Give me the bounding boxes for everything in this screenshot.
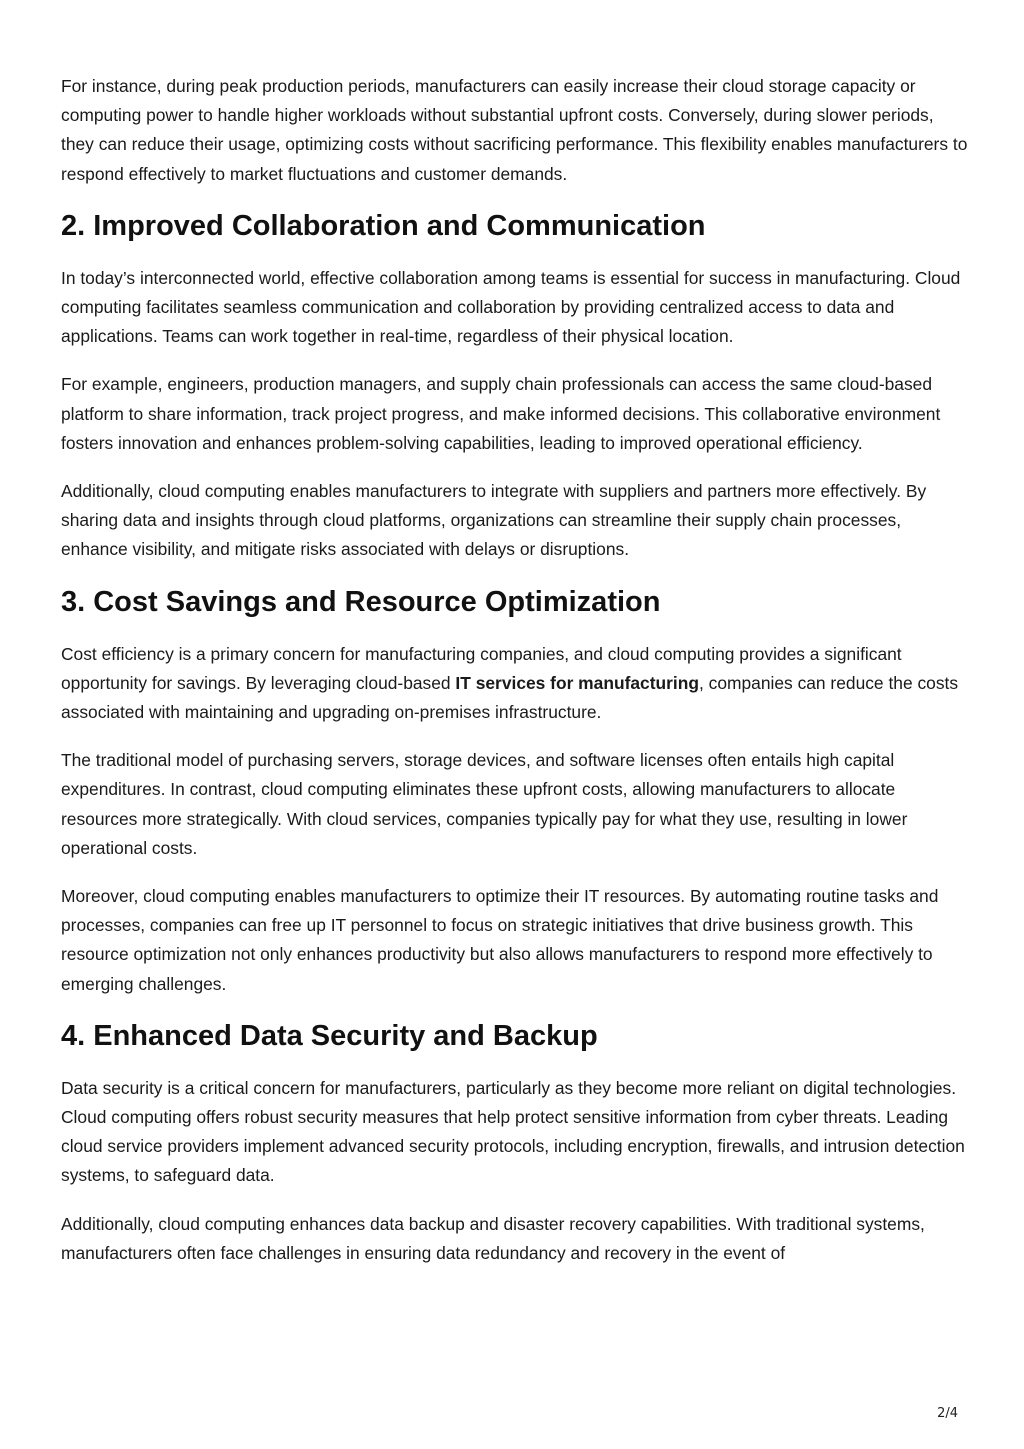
paragraph-collaboration-2: For example, engineers, production managers, and supply chain professionals can access the same cloud-based platform to share information, track project progress, and make informed decisions. This collaborative environment fosters innovation and enhances problem-solving capabilities, leading to improved operational efficiency. bbox=[61, 374, 941, 453]
paragraph-collaboration-1: In today’s interconnected world, effective collaboration among teams is essential for success in manufacturing. Cloud computing facilitates seamless communication and collaboration by providing centralized access to data and applications. Teams can work together in real-time, regardless of their physical location. bbox=[61, 267, 961, 347]
paragraph-security-2: Additionally, cloud computing enhances data backup and disaster recovery capabilities. With traditional systems, manufacturers often face challenges in ensuring data redundancy and recovery in the event of bbox=[61, 1213, 925, 1263]
page-number: 2/4 bbox=[937, 1406, 958, 1421]
paragraph-intro: For instance, during peak production periods, manufacturers can easily increase their cloud storage capacity or computing power to handle higher workloads without substantial upfront costs. Conversely, during slower periods, they can reduce their usage, optimizing costs without sacrificing performance. This flexibility enables manufacturers to respond effectively to market fluctuations and customer demands. bbox=[61, 76, 968, 184]
heading-collaboration: 2. Improved Collaboration and Communication bbox=[61, 209, 706, 242]
paragraph-collaboration-3: Additionally, cloud computing enables manufacturers to integrate with suppliers and partners more effectively. By sharing data and insights through cloud platforms, organizations can streamline their supply chain processes, enhance visibility, and mitigate risks associated with delays or disruptions. bbox=[61, 481, 927, 560]
heading-data-security: 4. Enhanced Data Security and Backup bbox=[61, 1019, 598, 1052]
paragraph-cost-1 bbox=[61, 640, 971, 728]
paragraph-cost-3: Moreover, cloud computing enables manufacturers to optimize their IT resources. By automating routine tasks and processes, companies can free up IT personnel to focus on strategic initiatives that drive business growth. This resource optimization not only enhances productivity but also allows manufacturers to respond more effectively to emerging challenges. bbox=[61, 886, 939, 994]
paragraph-cost-1-text-after: , companies can reduce the costs associated with maintaining and upgrading on-premises infrastructure. bbox=[61, 672, 959, 723]
paragraph-cost-2: The traditional model of purchasing servers, storage devices, and software licenses often entails high capital expenditures. In contrast, cloud computing eliminates these upfront costs, allowing manufacturers to allocate resources more strategically. With cloud services, companies typically pay for what they use, resulting in lower operational costs. bbox=[61, 750, 908, 858]
paragraph-cost-1-text-before: Cost efficiency is a primary concern for manufacturing companies, and cloud computing provides a significant opportunity for savings. By leveraging cloud-based bbox=[61, 643, 902, 693]
it-services-bold-text: IT services for manufacturing bbox=[455, 672, 699, 693]
document-page bbox=[61, 72, 971, 1287]
heading-cost-savings: 3. Cost Savings and Resource Optimization bbox=[61, 585, 661, 618]
paragraph-security-1: Data security is a critical concern for manufacturers, particularly as they become more reliant on digital technologies. Cloud computing offers robust security measures that help protect sensitive information from cyber threats. Leading cloud service providers implement advanced security protocols, including encryption, firewalls, and intrusion detection systems, to safeguard data. bbox=[61, 1077, 965, 1186]
